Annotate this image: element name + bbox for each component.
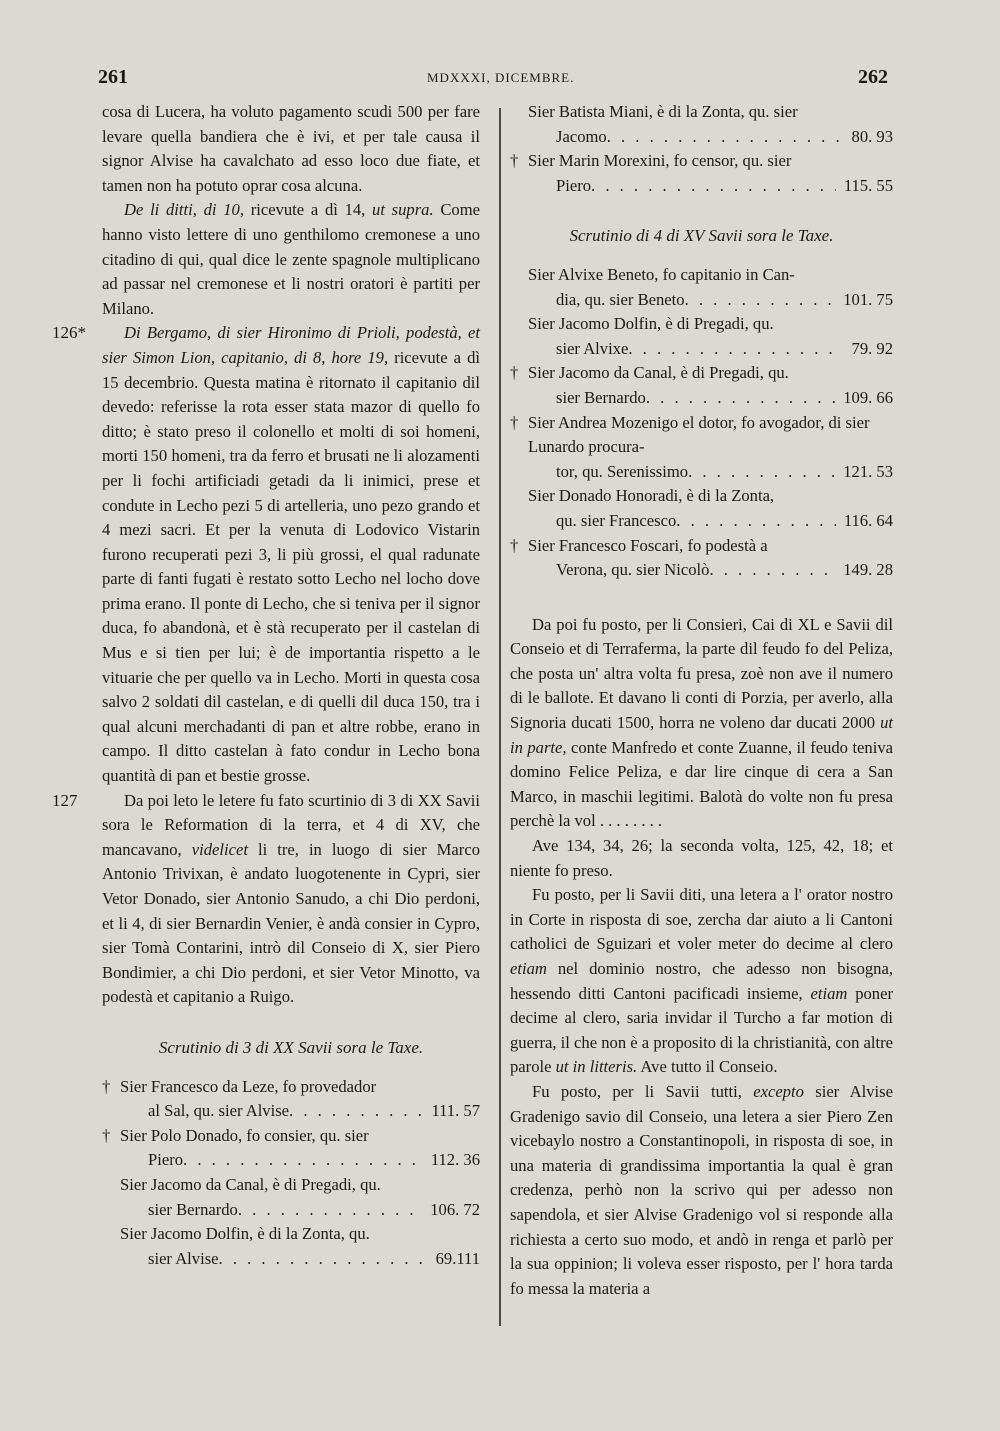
paragraph — [510, 883, 893, 1080]
page-header — [98, 66, 888, 96]
italic-text: Di Bergamo, di sier Hironimo di Prioli, podestà, et sier Simon Lion, capitanio, di 8, hore 19, — [102, 323, 480, 367]
entry-name: Sier Jacomo da Canal, è di Pregadi, qu. — [120, 1174, 381, 1194]
entry-votes: 80. 93 — [851, 126, 893, 146]
text: poner decime al clero, saria invidar il Turcho a far motion di guerra, il che non è a proposito di la christianità, con altre parole — [510, 983, 893, 1077]
right-page-number: 262 — [858, 66, 888, 88]
text: conte Manfredo et conte Zuanne, il feudo teniva domino Felice Peliza, e dar lire cinque di cera a San Marco, in maschii legitimi. Balotà do volte non fu presa perchè la vol . . . . . . . . — [510, 737, 893, 831]
scrutiny-title: Scrutinio di 3 di XX Savii sora le Taxe. — [158, 1037, 424, 1057]
entry-votes: 116. 64 — [843, 510, 893, 530]
left-page-number: 261 — [98, 66, 128, 88]
paragraph — [510, 613, 893, 834]
entry-name: Sier Jacomo da Canal, è di Pregadi, qu. — [528, 363, 789, 383]
entry-votes: 101. 75 — [843, 289, 893, 309]
entry-cont: tor, qu. Serenissimo — [556, 461, 689, 481]
entry-cont: sier Bernardo — [148, 1199, 238, 1219]
list-item — [510, 263, 893, 312]
entry-votes: 109. 66 — [843, 387, 893, 407]
list-item — [102, 1075, 480, 1124]
list-item — [510, 361, 893, 410]
entry-votes: 121. 53 — [843, 461, 893, 481]
entry-cont: qu. sier Francesco — [556, 510, 677, 530]
list-item — [102, 1222, 480, 1271]
paragraph — [52, 321, 480, 788]
text: Come hanno visto lettere di uno genthilomo cremonese a uno citadino di qui, qual dice le zente spagnole multiplicano ad passar nel cremonese et li nostri oratori è partiti per Milano. — [102, 200, 480, 318]
scrutiny-list — [102, 1075, 480, 1272]
entry-votes: 111. 57 — [431, 1101, 480, 1121]
list-item — [510, 411, 893, 485]
cross-mark: † — [510, 363, 519, 383]
entry-votes: 149. 28 — [843, 560, 893, 580]
entry-cont: sier Alvixe — [556, 338, 629, 358]
text: Da poi fu posto, per li Consieri, Cai di XL e Savii dil Conseio et di Terraferma, la parte dil feudo fo del Peliza, che posta un' altra volta fu presa, zoè non ave il numero di le ballote. Et davano li conti di Porzia, per averlo, alla Signoria ducati 1500, horra ne voleno dar ducati 2000 — [510, 614, 893, 733]
text: nel dominio nostro, che adesso non bisogna, hessendo ditti Cantoni pacificadi insieme, — [510, 959, 893, 1003]
text: li tre, in luogo di sier Marco Antonio Trivixan, è andato luogotenente in Cypri, sier Vetor Donado, sier Antonio Sanudo, a chi Dio perdoni, et li 4, di sier Bernardin Venier, è andà consier in Cypro, sier Tomà Contarini, intrò dil Conseio di X, sier Piero Bondimier, a chi Dio perdoni, et sier Vetor Minotto, va podestà et capitanio a Ruigo. — [102, 839, 480, 1007]
list-item — [510, 100, 893, 149]
entry-votes: 69.111 — [435, 1248, 480, 1268]
paragraph — [102, 198, 480, 321]
text: ricevute a dì 15 decembrio. Questa matina è ritornato il capitanio dil devedo: referisse la rota esser stata mazor di quello fo ditto; è stato preso il colonello et molti di soi homeni, morti 150 homeni, tra da ferro et brusati ne li alozamenti per li fochi artificiadi getadi da li inimici, prese et condute in Lecho pezi 5 di artelleria, uno pezo grando et 4 mezi sacri. Et per la venuta di Lodovico Vistarin furono recuperati pezi 3, li più grossi, el qual radunate parte di fanti fugati è restato sotto Lecho nel locho dove prima erano. Il ponte di Lecho, che si teniva per il signor duca, fo abandonà, et è stà recuperato per il castelan di Mus e si tien per lui; è de importantia rispetto a le vituarie che per quello va in Lecho. Morti in questa cosa salvo 2 soldati dil castelan, e di quelli dil duca 150, tra i qual alcuni merchadanti di pan et altre robbe, erano in campo. Il ditto castelan à fato condur in Lecho bona quantità di pan et bestie grosse. — [102, 347, 480, 786]
entry-name: Sier Alvixe Beneto, fo capitanio in Can- — [528, 264, 795, 284]
list-item — [510, 484, 893, 533]
entry-name: Sier Polo Donado, fo consier, qu. sier — [120, 1125, 369, 1145]
paragraph — [52, 789, 480, 1010]
text: Fu posto, per li Savii tutti, — [532, 1081, 754, 1101]
left-column — [52, 100, 480, 1271]
entry-cont: sier Bernardo — [556, 387, 646, 407]
cross-mark: † — [102, 1125, 111, 1145]
list-item — [510, 312, 893, 361]
cross-mark: † — [510, 151, 519, 171]
entry-cont: Verona, qu. sier Nicolò — [556, 560, 710, 580]
paragraph: cosa di Lucera, ha voluto pagamento scudi 500 per fare levare quella bandiera che è ivi, et per tale causa il signor Alvise ha cavalchato ad esso loco due fiate, et tamen non ha potuto oprar cosa alcuna. — [102, 102, 480, 195]
entry-name: Sier Jacomo Dolfin, è di la Zonta, qu. — [120, 1224, 370, 1244]
list-item — [102, 1173, 480, 1222]
entry-cont: sier Alvise — [148, 1248, 219, 1268]
italic-text: etiam — [510, 959, 547, 978]
italic-text: videlicet — [191, 839, 248, 859]
margin-number: 127 — [52, 790, 78, 810]
entry-cont: al Sal, qu. sier Alvise — [148, 1101, 290, 1121]
right-column — [510, 100, 893, 1301]
italic-text: etiam — [810, 983, 848, 1003]
entry-cont: Piero — [148, 1150, 184, 1170]
paragraph — [510, 1080, 893, 1301]
list-item — [510, 534, 893, 583]
text: sier Alvise Gradenigo savio dil Conseio, una letera a sier Piero Zen vicebaylo nostro a Constantinopoli, in risposta di soe, in una materia di grandissima importantia la qual è gran credenza, perhò non la scrivo qui per adesso non sapendola, et sier Alvise Gradenigo vol si responde alla richiesta a certo suo modo, et andò in renga et parlò per la sua oppinion; li voleva esser risposto, per l' hora tarda fo messa la materia a — [510, 1081, 893, 1298]
entry-name: Sier Andrea Mozenigo el dotor, fo avogador, di sier Lunardo procura- — [528, 412, 870, 457]
scrutiny-list — [510, 263, 893, 583]
entry-name: Sier Marin Morexini, fo censor, qu. sier — [528, 151, 792, 171]
cross-mark: † — [102, 1076, 111, 1096]
italic-text: excepto — [753, 1081, 804, 1101]
entry-name: Sier Donado Honoradi, è di la Zonta, — [528, 486, 775, 506]
text: ricevute a dì 14, — [243, 200, 373, 220]
entry-votes: 106. 72 — [430, 1199, 480, 1219]
italic-text: ut in litteris. — [555, 1057, 638, 1077]
scrutiny-list-continued — [510, 100, 893, 198]
margin-number: 126* — [52, 323, 86, 343]
entry-votes: 79. 92 — [851, 338, 893, 358]
entry-cont: Jacomo — [556, 126, 607, 146]
text: Da poi leto le letere fu fato scurtinio di 3 di XX Savii sora le Reformation di la terra, et 4 di XV, che mancavano, — [102, 790, 480, 859]
running-title: MDXXXI, DICEMBRE. — [427, 70, 575, 85]
entry-name: Sier Batista Miani, è di la Zonta, qu. sier — [528, 102, 798, 121]
scrutiny-title: Scrutinio di 4 di XV Savii sora le Taxe. — [569, 226, 834, 246]
text: Ave tutto il Conseio. — [637, 1057, 778, 1077]
column-divider — [499, 108, 501, 1326]
entry-name: Sier Francesco da Leze, fo provedador — [120, 1076, 377, 1096]
list-item — [510, 149, 893, 198]
italic-text: ut supra. — [372, 200, 434, 220]
entry-votes: 115. 55 — [843, 175, 893, 195]
entry-name: Sier Francesco Foscari, fo podestà a — [528, 535, 768, 555]
paragraph: Ave 134, 34, 26; la seconda volta, 125, 42, 18; et niente fo preso. — [510, 836, 893, 880]
text: Fu posto, per li Savii diti, una letera a l' orator nostro in Corte in risposta di soe, zercha dar aiuto a li Cantoni catholici de Sguizari et voler meter do decime al clero — [510, 885, 893, 954]
italic-text: ut in parte, — [510, 713, 893, 757]
list-item — [102, 1124, 480, 1173]
cross-mark: † — [510, 535, 519, 555]
cross-mark: † — [510, 412, 519, 432]
entry-name: Sier Jacomo Dolfin, è di Pregadi, qu. — [528, 314, 774, 334]
entry-cont: Piero — [556, 175, 592, 195]
italic-text: De li ditti, di 10, — [124, 200, 244, 220]
entry-cont: dia, qu. sier Beneto — [556, 289, 685, 309]
entry-votes: 112. 36 — [430, 1150, 480, 1170]
